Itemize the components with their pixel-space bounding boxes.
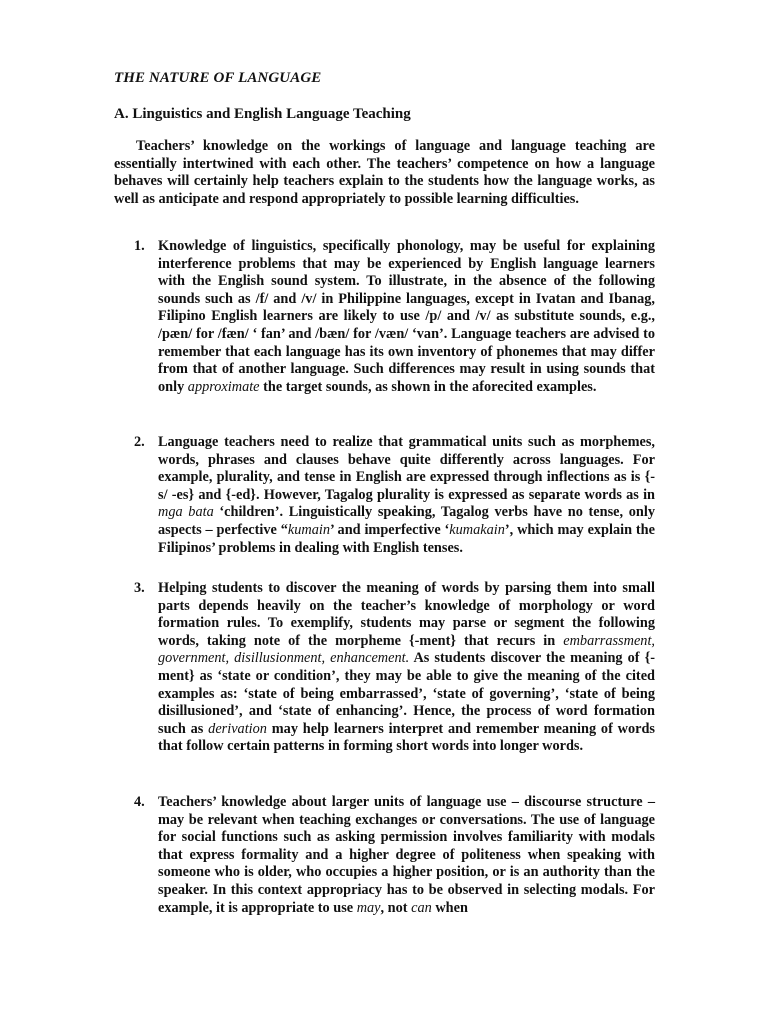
text-run: ’ and imperfective ‘ <box>329 521 450 538</box>
italic-term: kumakain <box>449 521 505 538</box>
list-item-number: 4. <box>134 794 145 810</box>
list-item-text <box>158 794 655 917</box>
italic-term: embarrassment, government, disillusionment, enhancement. <box>158 632 655 667</box>
italic-term: can <box>411 899 432 916</box>
document-title: THE NATURE OF LANGUAGE <box>114 70 322 86</box>
italic-term: mga bata <box>158 504 214 521</box>
text-run: when <box>431 899 468 916</box>
intro-paragraph <box>114 138 655 208</box>
italic-term: approximate <box>187 378 260 395</box>
text-run: ’, which may explain the Filipinos’ problems in dealing with English tenses. <box>158 521 655 556</box>
text-run: may help learners interpret and remember meaning of words that follow certain patterns in forming short words into longer words. <box>158 720 655 755</box>
italic-term: may <box>356 899 381 916</box>
italic-term: kumain <box>287 521 330 538</box>
list-item-text <box>158 434 655 557</box>
text-run: ‘children’. Linguistically speaking, Tagalog verbs have no tense, only aspects – perfective “ <box>158 504 655 538</box>
list-item-number: 3. <box>134 580 145 596</box>
list-item <box>114 238 655 396</box>
list-item-text <box>158 580 655 756</box>
text-run: As students discover the meaning of {-ment} as ‘state or condition’, they may be able to give the meaning of the cited examples as: ‘state of being embarrassed’, ‘state of governing’, ‘state of being disillusioned’, and ‘state of enhancing’. Hence, the process of word formation such as <box>158 650 655 737</box>
text-run: Helping students to discover the meaning of words by parsing them into small parts depends heavily on the teacher’s knowledge of morphology or word formation rules. To exemplify, students may parse or segment the following words, taking note of the morpheme {-ment} that recurs in <box>158 580 655 649</box>
text-run: Language teachers need to realize that grammatical units such as morphemes, words, phrases and clauses behave quite differently across languages. For example, plurality, and tense in English are expressed through inflections as is {-s/ -es} and {-ed}. However, Tagalog plurality is expressed as separate words as in <box>158 434 655 503</box>
text-run: Teachers’ knowledge about larger units of language use – discourse structure – may be relevant when teaching exchanges or conversations. The use of language for social functions such as asking permission involves familiarity with modals that express formality and a higher degree of politeness when speaking with someone who is older, who occupies a higher position, or is an authority than the speaker. In this context appropriacy has to be observed in selecting modals. For example, it is appropriate to use <box>158 794 655 916</box>
list-item <box>114 794 655 917</box>
section-heading: A. Linguistics and English Language Teaching <box>114 106 411 122</box>
text-run: Knowledge of linguistics, specifically phonology, may be useful for explaining interference problems that may be experienced by English language learners with the English sound system. To illustrate, in the absence of the following sounds such as /f/ and /v/ in Philippine languages, except in Ivatan and Ibanag, Filipino English learners are likely to use /p/ and /v/ as substitute sounds, e.g., /pæn/ for /fæn/ ‘ fan’ and /bæn/ for /væn/ ‘van’. Language teachers are advised to remember that each language has its own inventory of phonemes that may differ from that of another language. Such differences may result in using sounds that only <box>158 238 655 395</box>
list-item-number: 1. <box>134 238 145 254</box>
italic-term: derivation <box>208 720 267 737</box>
text-run: the target sounds, as shown in the aforecited examples. <box>259 378 597 395</box>
list-item <box>114 434 655 557</box>
list-item-number: 2. <box>134 434 145 450</box>
list-item <box>114 580 655 756</box>
text-run: , not <box>380 899 412 916</box>
intro-text: Teachers’ knowledge on the workings of language and language teaching are essentially intertwined with each other. The teachers’ competence on how a language behaves will certainly help teachers explain to the students how the language works, as well as anticipate and respond appropriately to possible learning difficulties. <box>114 138 655 207</box>
list-item-text <box>158 238 655 396</box>
